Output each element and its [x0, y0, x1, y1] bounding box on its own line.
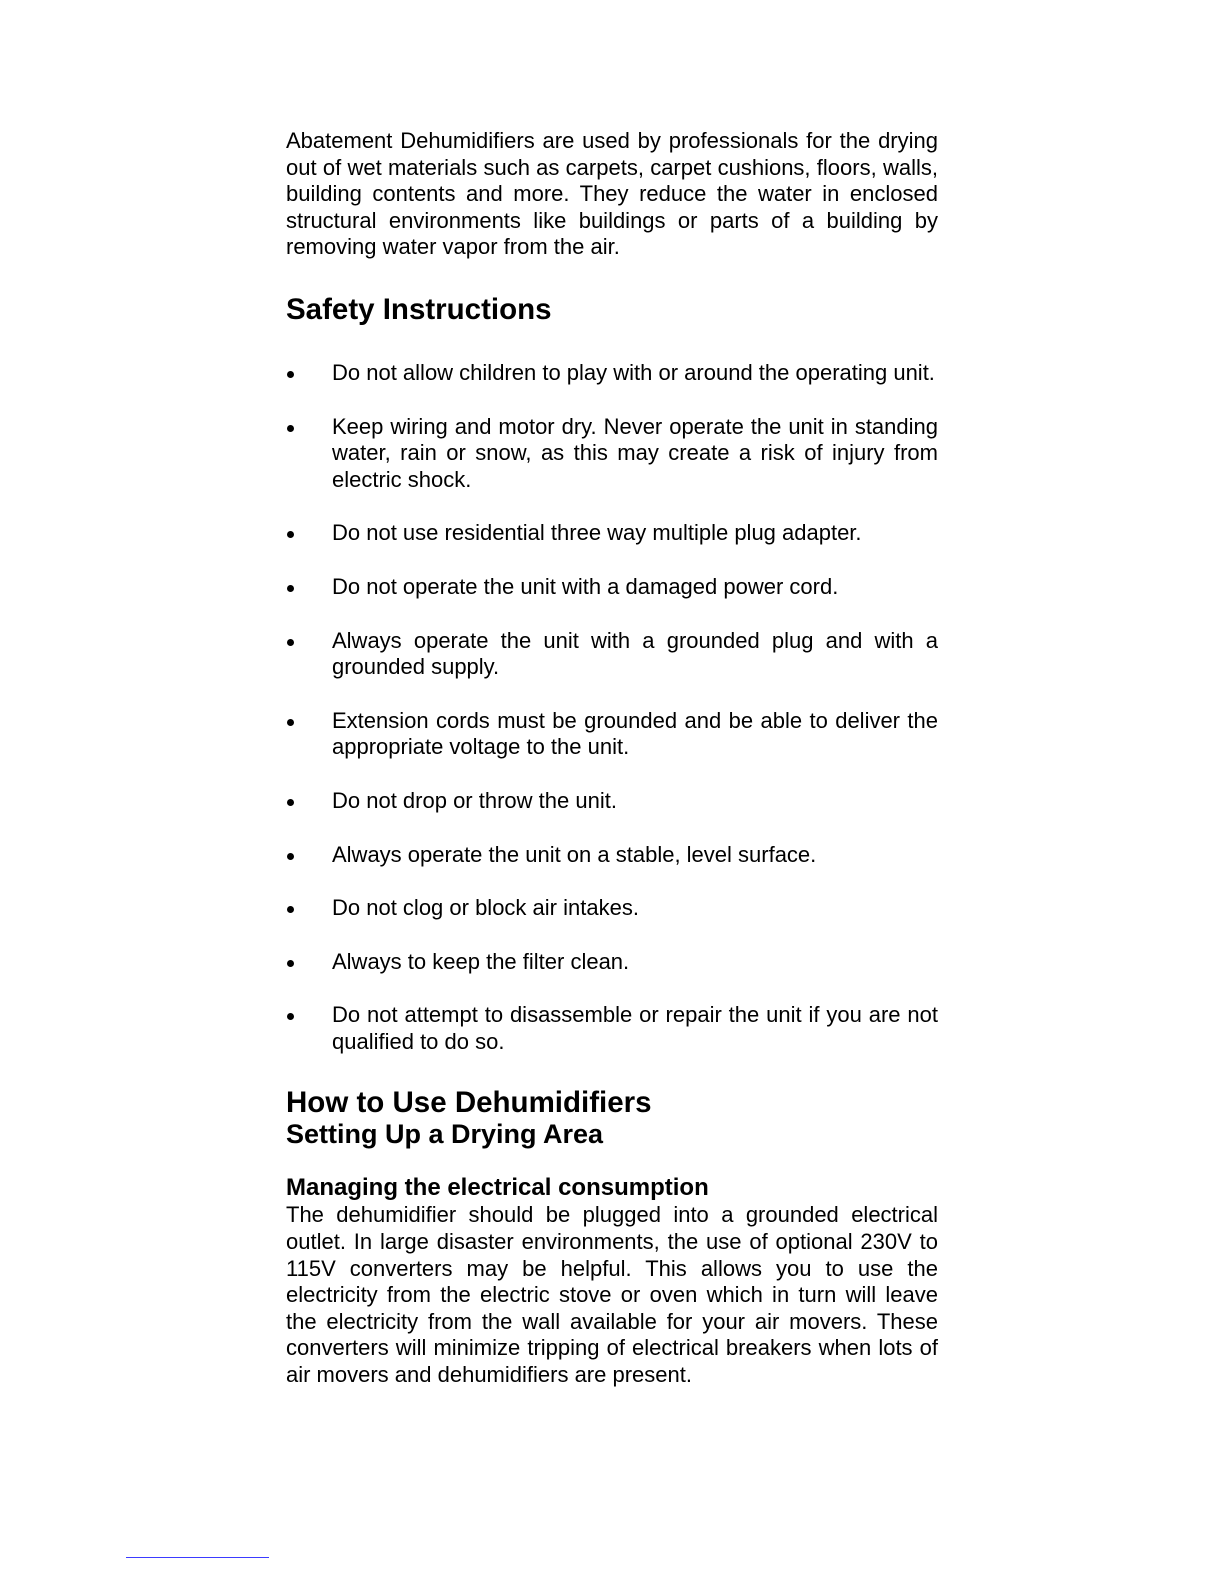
list-item-text: Do not use residential three way multiple plug adapter.: [332, 520, 862, 546]
footnote-divider: [126, 1557, 269, 1558]
list-item-text: Do not attempt to disassemble or repair the unit if you are not qualified to do so.: [332, 1002, 938, 1054]
bullet-icon: [287, 799, 294, 806]
bullet-icon: [287, 371, 294, 378]
bullet-icon: [287, 531, 294, 538]
bullet-icon: [287, 425, 294, 432]
list-item: [286, 842, 938, 869]
list-item: [286, 895, 938, 922]
list-item: [286, 788, 938, 815]
electrical-consumption-heading: Managing the electrical consumption: [286, 1174, 709, 1202]
how-to-use-heading: How to Use Dehumidifiers: [286, 1086, 652, 1120]
list-item-text: Do not allow children to play with or around the operating unit.: [332, 359, 935, 385]
list-item: [286, 708, 938, 761]
bullet-icon: [287, 585, 294, 592]
intro-paragraph: Abatement Dehumidifiers are used by professionals for the drying out of wet materials such as carpets, carpet cushions, floors, walls, building contents and more. They reduce the water in enclosed structural environments like buildings or parts of a building by removing water vapor from the air.: [286, 128, 938, 260]
setting-up-drying-area-heading: Setting Up a Drying Area: [286, 1119, 604, 1150]
list-item-text: Always operate the unit with a grounded plug and with a grounded supply.: [332, 627, 938, 680]
electrical-consumption-paragraph: The dehumidifier should be plugged into a grounded electrical outlet. In large disaster environments, the use of optional 230V to 115V converters may be helpful. This allows you to use the electricity from the electric stove or oven which in turn will leave the electricity from the wall available for your air movers. These converters will minimize tripping of electrical breakers when lots of air movers and dehumidifiers are present.: [286, 1202, 938, 1388]
list-item-text: Do not operate the unit with a damaged power cord.: [332, 573, 839, 599]
bullet-icon: [287, 906, 294, 913]
safety-instructions-heading: Safety Instructions: [286, 292, 552, 326]
bullet-icon: [287, 1013, 294, 1020]
bullet-icon: [287, 639, 294, 646]
list-item-text: Extension cords must be grounded and be able to deliver the appropriate voltage to the unit.: [332, 707, 938, 760]
list-item-text: Do not clog or block air intakes.: [332, 895, 639, 921]
bullet-icon: [287, 853, 294, 860]
bullet-icon: [287, 719, 294, 726]
list-item: [286, 628, 938, 681]
list-item: [286, 574, 938, 601]
list-item: [286, 949, 938, 976]
safety-instructions-list: [286, 360, 938, 1056]
list-item: [286, 360, 938, 387]
list-item: [286, 1002, 938, 1055]
list-item-text: Keep wiring and motor dry. Never operate the unit in standing water, rain or snow, as this may create a risk of injury from electric shock.: [332, 413, 938, 492]
list-item: [286, 520, 938, 547]
list-item-text: Do not drop or throw the unit.: [332, 787, 617, 813]
document-page: [286, 128, 938, 1389]
bullet-icon: [287, 960, 294, 967]
list-item-text: Always operate the unit on a stable, level surface.: [332, 841, 817, 867]
list-item-text: Always to keep the filter clean.: [332, 948, 630, 974]
list-item: [286, 414, 938, 494]
